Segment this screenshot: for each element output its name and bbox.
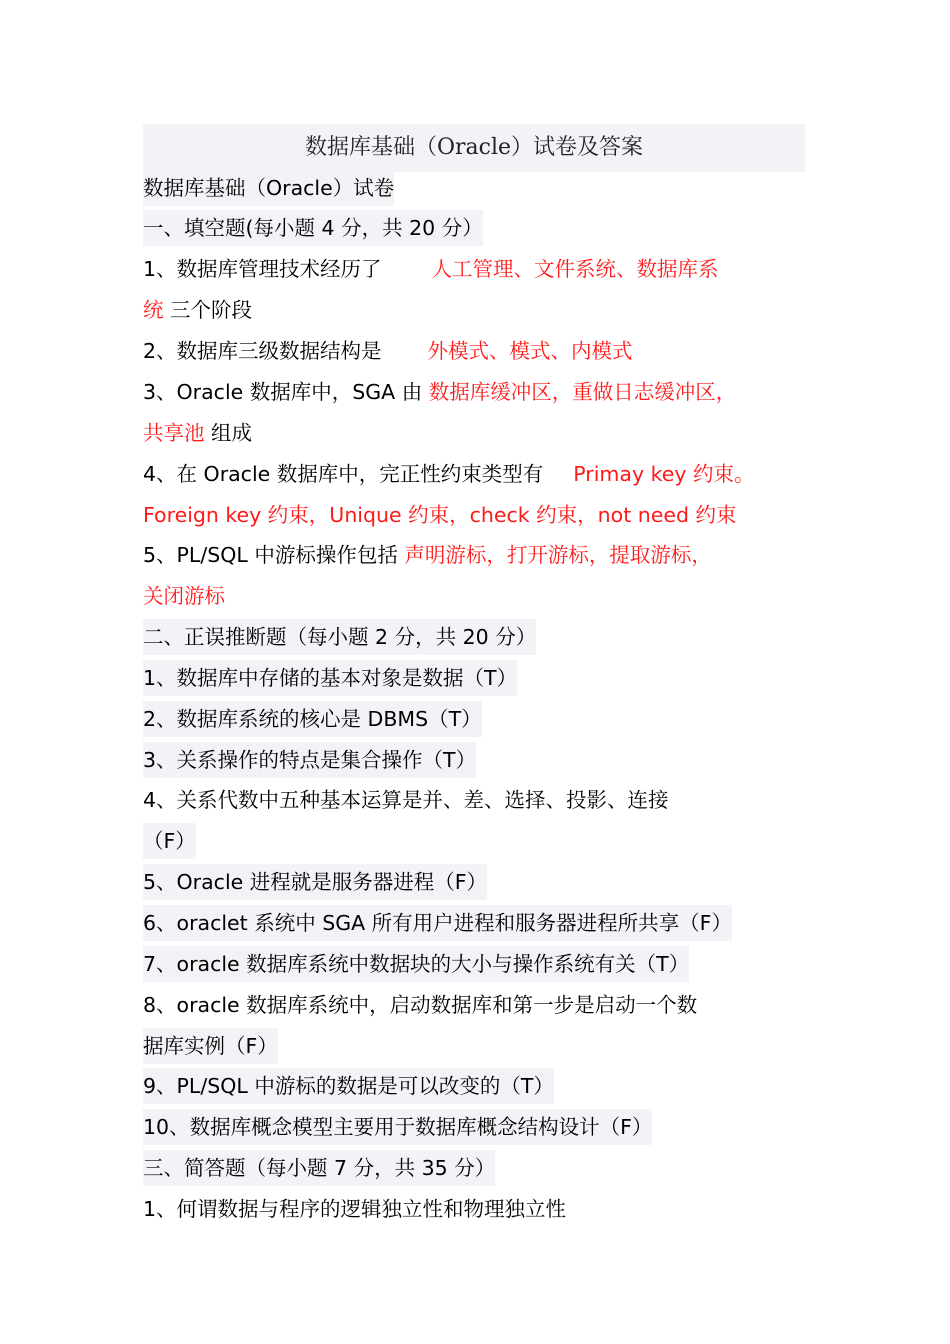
- answer-text: Primay key 约束。: [573, 462, 755, 486]
- section2-heading: 二、正误推断题（每小题 2 分，共 20 分）: [143, 619, 536, 655]
- question-1-line-2: [143, 292, 252, 328]
- answer-text: 声明游标，打开游标，提取游标，: [404, 543, 712, 567]
- answer-text: 共享池: [143, 421, 205, 445]
- question-text: 4、在 Oracle 数据库中，完正性约束类型有: [143, 462, 544, 486]
- section3-heading: 三、简答题（每小题 7 分，共 35 分）: [143, 1150, 495, 1186]
- question-5-line: [143, 537, 712, 573]
- answer-text: 外模式、模式、内模式: [427, 339, 633, 363]
- exam-subtitle: 数据库基础（Oracle）试卷: [143, 170, 394, 206]
- list-item: 据库实例（F）: [143, 1028, 278, 1064]
- list-item: 2、数据库系统的核心是 DBMS（T）: [143, 701, 482, 737]
- question-5-line-2: [143, 578, 225, 614]
- question-2-line: [143, 333, 633, 369]
- question-text: 组成: [204, 421, 253, 445]
- list-item: 9、PL/SQL 中游标的数据是可以改变的（T）: [143, 1068, 554, 1104]
- question-text: 3、Oracle 数据库中，SGA 由: [143, 380, 429, 404]
- question-1-line: [143, 251, 719, 287]
- list-item: 8、oracle 数据库系统中，启动数据库和第一步是启动一个数: [143, 993, 698, 1017]
- list-item: 3、关系操作的特点是集合操作（T）: [143, 742, 476, 778]
- list-item: 4、关系代数中五种基本运算是并、差、选择、投影、连接: [143, 788, 669, 812]
- list-item: 6、oraclet 系统中 SGA 所有用户进程和服务器进程所共享（F）: [143, 905, 732, 941]
- list-item: （F）: [143, 823, 196, 859]
- question-3-line-2: [143, 415, 252, 451]
- document-title: 数据库基础（Oracle）试卷及答案: [143, 124, 805, 172]
- list-item: 1、何谓数据与程序的逻辑独立性和物理独立性: [143, 1197, 567, 1221]
- list-item: 10、数据库概念模型主要用于数据库概念结构设计（F）: [143, 1109, 652, 1145]
- question-4-line: [143, 456, 755, 492]
- answer-text: 数据库缓冲区，重做日志缓冲区，: [428, 380, 737, 404]
- answer-text: 人工管理、文件系统、数据库系: [431, 257, 719, 281]
- answer-text: 统: [143, 298, 164, 322]
- question-3-line: [143, 374, 736, 410]
- question-4-line-2: [143, 497, 737, 533]
- list-item: 7、oracle 数据库系统中数据块的大小与操作系统有关（T）: [143, 946, 689, 982]
- question-text: 三个阶段: [163, 298, 253, 322]
- question-text: 1、数据库管理技术经历了: [143, 257, 382, 281]
- list-item: 5、Oracle 进程就是服务器进程（F）: [143, 864, 487, 900]
- section1-heading: 一、填空题(每小题 4 分，共 20 分）: [143, 210, 483, 246]
- answer-text: Foreign key 约束，Unique 约束，check 约束，not need 约束: [143, 503, 737, 527]
- list-item: 1、数据库中存储的基本对象是数据（T）: [143, 660, 517, 696]
- question-text: 2、数据库三级数据结构是: [143, 339, 382, 363]
- question-text: 5、PL/SQL 中游标操作包括: [143, 543, 405, 567]
- answer-text: 关闭游标: [143, 584, 225, 608]
